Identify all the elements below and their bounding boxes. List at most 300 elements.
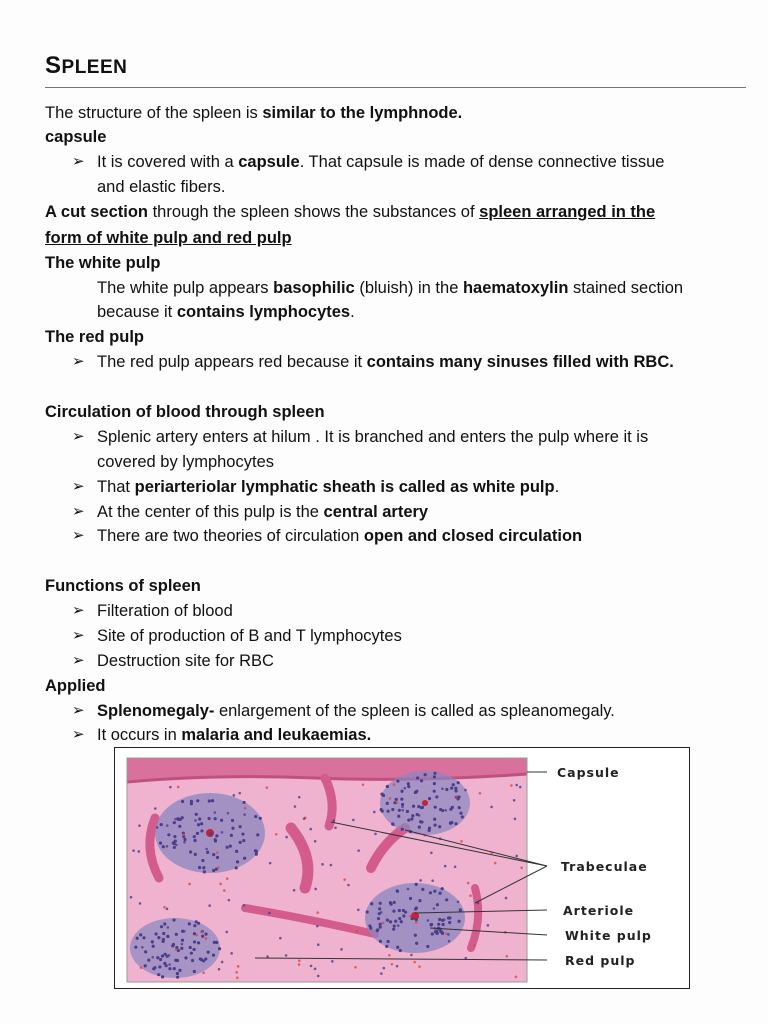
lymphocyte-nucleus	[438, 825, 441, 828]
lymphocyte-nucleus	[172, 918, 175, 921]
stroma-cell	[347, 884, 350, 887]
lymphocyte-nucleus	[433, 790, 436, 793]
lymphocyte-nucleus	[173, 846, 176, 849]
stroma-cell	[316, 911, 319, 914]
stroma-cell	[169, 786, 172, 789]
lymphocyte-nucleus	[415, 790, 418, 793]
stroma-cell	[487, 924, 490, 927]
lymphocyte-nucleus	[386, 918, 389, 921]
lymphocyte-nucleus	[180, 947, 183, 950]
stroma-cell	[279, 937, 282, 940]
lymphocyte-nucleus	[410, 917, 413, 920]
lymphocyte-nucleus	[181, 800, 184, 803]
lymphocyte-nucleus	[400, 798, 403, 801]
lymphocyte-nucleus	[200, 829, 203, 832]
stroma-cell	[388, 954, 391, 957]
stroma-cell	[194, 819, 197, 822]
stroma-cell	[396, 965, 399, 968]
lymphocyte-nucleus	[176, 976, 179, 979]
lymphocyte-nucleus	[242, 839, 245, 842]
lymphocyte-nucleus	[175, 933, 178, 936]
lymphocyte-nucleus	[147, 958, 150, 961]
lymphocyte-nucleus	[454, 822, 457, 825]
lymphocyte-nucleus	[193, 948, 196, 951]
lymphocyte-nucleus	[215, 834, 218, 837]
lymphocyte-nucleus	[441, 809, 444, 812]
stroma-cell	[216, 851, 219, 854]
stroma-cell	[167, 935, 170, 938]
lymphocyte-nucleus	[174, 839, 177, 842]
stroma-cell	[175, 844, 178, 847]
lymphocyte-nucleus	[193, 839, 196, 842]
lymphocyte-nucleus	[196, 799, 199, 802]
lymphocyte-nucleus	[152, 945, 155, 948]
bullet-arrow-icon: ➢	[72, 478, 85, 495]
stroma-cell	[392, 823, 395, 826]
lymphocyte-nucleus	[400, 790, 403, 793]
lymphocyte-nucleus	[163, 922, 166, 925]
stroma-cell	[317, 975, 320, 978]
lymphocyte-nucleus	[379, 940, 382, 943]
lymphocyte-nucleus	[212, 853, 215, 856]
stroma-cell	[227, 812, 230, 815]
lymphocyte-nucleus	[417, 805, 420, 808]
stroma-cell	[396, 889, 399, 892]
bullet-arrow-icon: ➢	[72, 153, 85, 170]
lymphocyte-nucleus	[144, 950, 147, 953]
stroma-cell	[520, 866, 523, 869]
stroma-cell	[309, 828, 312, 831]
lymphocyte-nucleus	[212, 954, 215, 957]
stroma-cell	[221, 831, 224, 834]
bullet-arrow-icon: ➢	[72, 652, 85, 669]
lymphocyte-nucleus	[157, 936, 160, 939]
stroma-cell	[469, 894, 472, 897]
stroma-cell	[373, 811, 376, 814]
stroma-cell	[221, 961, 224, 964]
stroma-cell	[285, 954, 288, 957]
lymphocyte-nucleus	[376, 929, 379, 932]
stroma-cell	[334, 827, 337, 830]
lymphocyte-nucleus	[191, 959, 194, 962]
functions-item-1: Filteration of blood	[97, 602, 233, 620]
lymphocyte-nucleus	[379, 925, 382, 928]
lymphocyte-nucleus	[404, 911, 407, 914]
lymphocyte-nucleus	[407, 819, 410, 822]
lymphocyte-nucleus	[396, 946, 399, 949]
stroma-cell	[298, 959, 301, 962]
lymphocyte-nucleus	[190, 952, 193, 955]
bullet-arrow-icon: ➢	[72, 702, 85, 719]
stroma-cell	[132, 849, 135, 852]
stroma-cell	[455, 796, 458, 799]
stroma-cell	[294, 805, 297, 808]
lymphocyte-nucleus	[225, 846, 228, 849]
stroma-cell	[317, 943, 320, 946]
lymphocyte-nucleus	[189, 850, 192, 853]
lymphocyte-nucleus	[139, 933, 142, 936]
lymphocyte-nucleus	[368, 924, 371, 927]
lymphocyte-nucleus	[196, 832, 199, 835]
lymphocyte-nucleus	[184, 956, 187, 959]
stroma-cell	[448, 940, 451, 943]
lymphocyte-nucleus	[151, 940, 154, 943]
stroma-cell	[166, 908, 169, 911]
stroma-cell	[156, 826, 159, 829]
lymphocyte-nucleus	[159, 842, 162, 845]
circulation-bullet-4: There are two theories of circulation open and closed circulation	[97, 527, 583, 545]
lymphocyte-nucleus	[435, 929, 438, 932]
stroma-cell	[401, 809, 404, 812]
stroma-cell	[418, 814, 421, 817]
lymphocyte-nucleus	[433, 782, 436, 785]
stroma-cell	[141, 946, 144, 949]
lymphocyte-nucleus	[161, 954, 164, 957]
stroma-cell	[415, 921, 418, 924]
lymphocyte-nucleus	[206, 851, 209, 854]
lymphocyte-nucleus	[211, 799, 214, 802]
stroma-cell	[183, 930, 186, 933]
lymphocyte-nucleus	[415, 918, 418, 921]
lymphocyte-nucleus	[370, 902, 373, 905]
lymphocyte-nucleus	[397, 815, 400, 818]
white-pulp-heading: The white pulp	[45, 254, 161, 272]
stroma-cell	[357, 849, 360, 852]
lymphocyte-nucleus	[441, 887, 444, 890]
lymphocyte-nucleus	[428, 827, 431, 830]
lymphocyte-nucleus	[387, 940, 390, 943]
stroma-cell	[419, 879, 422, 882]
lymphocyte-nucleus	[188, 922, 191, 925]
lymphocyte-nucleus	[197, 823, 200, 826]
lymphocyte-nucleus	[386, 802, 389, 805]
stroma-cell	[303, 817, 306, 820]
lymphocyte-nucleus	[447, 916, 450, 919]
stroma-cell	[285, 836, 288, 839]
stroma-cell	[166, 824, 169, 827]
stroma-cell	[168, 954, 171, 957]
stroma-cell	[138, 824, 141, 827]
lymphocyte-nucleus	[230, 834, 233, 837]
lymphocyte-nucleus	[160, 925, 163, 928]
lymphocyte-nucleus	[442, 923, 445, 926]
lymphocyte-nucleus	[193, 835, 196, 838]
stroma-cell	[382, 922, 385, 925]
lymphocyte-nucleus	[156, 956, 159, 959]
lymphocyte-nucleus	[389, 901, 392, 904]
stroma-cell	[130, 896, 133, 899]
circulation-heading: Circulation of blood through spleen	[45, 403, 325, 421]
lymphocyte-nucleus	[377, 917, 380, 920]
circulation-bullet-3: At the center of this pulp is the central artery	[97, 503, 429, 521]
lymphocyte-nucleus	[415, 942, 418, 945]
stroma-cell	[166, 845, 169, 848]
stroma-cell	[515, 784, 518, 787]
lymphocyte-nucleus	[203, 870, 206, 873]
stroma-cell	[519, 786, 522, 789]
lymphocyte-nucleus	[159, 958, 162, 961]
label-capsule: Capsule	[557, 765, 620, 780]
stroma-cell	[151, 956, 154, 959]
lymphocyte-nucleus	[426, 945, 429, 948]
stroma-cell	[391, 963, 394, 966]
stroma-cell	[506, 955, 509, 958]
stroma-cell	[266, 786, 269, 789]
stroma-cell	[188, 883, 191, 886]
lymphocyte-nucleus	[438, 918, 441, 921]
lymphocyte-nucleus	[407, 785, 410, 788]
lymphocyte-nucleus	[379, 902, 382, 905]
lymphocyte-nucleus	[398, 809, 401, 812]
stroma-cell	[340, 948, 343, 951]
lymphocyte-nucleus	[198, 817, 201, 820]
lymphocyte-nucleus	[202, 866, 205, 869]
lymphocyte-nucleus	[410, 817, 413, 820]
lymphocyte-nucleus	[431, 932, 434, 935]
lymphocyte-nucleus	[449, 821, 452, 824]
lymphocyte-nucleus	[173, 835, 176, 838]
lymphocyte-nucleus	[162, 845, 165, 848]
lymphocyte-nucleus	[380, 793, 383, 796]
stroma-cell	[163, 906, 166, 909]
lymphocyte-nucleus	[214, 817, 217, 820]
stroma-cell	[314, 840, 317, 843]
white-pulp-line-1: The white pulp appears basophilic (bluish) in the haematoxylin stained section	[97, 279, 684, 297]
lymphocyte-nucleus	[239, 825, 242, 828]
stroma-cell	[401, 806, 404, 809]
lymphocyte-nucleus	[433, 775, 436, 778]
lymphocyte-nucleus	[418, 826, 421, 829]
lymphocyte-nucleus	[167, 833, 170, 836]
bullet-arrow-icon: ➢	[72, 353, 85, 370]
lymphocyte-nucleus	[197, 941, 200, 944]
stroma-cell	[214, 811, 217, 814]
stroma-cell	[510, 784, 513, 787]
lymphocyte-nucleus	[421, 888, 424, 891]
spleen-histology-figure	[114, 747, 690, 989]
lymphocyte-nucleus	[440, 931, 443, 934]
white-pulp-line-2: because it contains lymphocytes.	[97, 303, 355, 321]
lymphocyte-nucleus	[152, 967, 155, 970]
stroma-cell	[441, 788, 444, 791]
lymphocyte-nucleus	[430, 923, 433, 926]
stroma-cell	[418, 965, 421, 968]
lymphocyte-nucleus	[445, 788, 448, 791]
functions-item-3: Destruction site for RBC	[97, 652, 274, 670]
stroma-cell	[175, 948, 178, 951]
lymphocyte-nucleus	[394, 920, 397, 923]
stroma-cell	[167, 926, 170, 929]
stroma-cell	[357, 908, 360, 911]
lymphocyte-nucleus	[215, 941, 218, 944]
stroma-cell	[219, 883, 222, 886]
stroma-cell	[330, 864, 333, 867]
lymphocyte-nucleus	[409, 897, 412, 900]
lymphocyte-nucleus	[208, 799, 211, 802]
lymphocyte-nucleus	[173, 967, 176, 970]
lymphocyte-nucleus	[198, 866, 201, 869]
lymphocyte-nucleus	[259, 817, 262, 820]
stroma-cell	[244, 807, 247, 810]
lymphocyte-nucleus	[144, 964, 147, 967]
stroma-cell	[433, 907, 436, 910]
stroma-cell	[460, 840, 463, 843]
stroma-cell	[444, 865, 447, 868]
lymphocyte-nucleus	[183, 838, 186, 841]
bullet-arrow-icon: ➢	[72, 627, 85, 644]
stroma-cell	[139, 902, 142, 905]
stroma-cell	[374, 833, 377, 836]
stroma-cell	[431, 879, 434, 882]
stroma-cell	[444, 809, 447, 812]
stroma-cell	[316, 925, 319, 928]
bullet-arrow-icon: ➢	[72, 602, 85, 619]
stroma-cell	[314, 888, 317, 891]
stroma-cell	[177, 786, 180, 789]
stroma-cell	[514, 818, 517, 821]
lymphocyte-nucleus	[457, 920, 460, 923]
lymphocyte-nucleus	[401, 828, 404, 831]
stroma-cell	[513, 799, 516, 802]
lymphocyte-nucleus	[419, 820, 422, 823]
lymphocyte-nucleus	[173, 821, 176, 824]
lymphocyte-nucleus	[178, 969, 181, 972]
lymphocyte-nucleus	[415, 883, 418, 886]
lymphocyte-nucleus	[154, 932, 157, 935]
stroma-cell	[195, 934, 198, 937]
lymphocyte-nucleus	[134, 946, 137, 949]
stroma-cell	[515, 975, 518, 978]
lymphocyte-nucleus	[387, 810, 390, 813]
lymphocyte-nucleus	[439, 892, 442, 895]
stroma-cell	[490, 806, 493, 809]
label-arteriole: Arteriole	[563, 903, 635, 918]
stroma-cell	[238, 792, 241, 795]
lymphocyte-nucleus	[218, 947, 221, 950]
lymphocyte-nucleus	[231, 819, 234, 822]
stroma-cell	[413, 961, 416, 964]
stroma-cell	[473, 944, 476, 947]
stroma-cell	[427, 919, 430, 922]
lymphocyte-nucleus	[398, 909, 401, 912]
lymphocyte-nucleus	[162, 932, 165, 935]
stroma-cell	[140, 966, 143, 969]
lymphocyte-nucleus	[229, 845, 232, 848]
lymphocyte-nucleus	[193, 924, 196, 927]
stroma-cell	[443, 918, 446, 921]
lymphocyte-nucleus	[176, 972, 179, 975]
lymphocyte-nucleus	[424, 773, 427, 776]
circulation-bullet-1-line-1: Splenic artery enters at hilum . It is branched and enters the pulp where it is	[97, 428, 649, 446]
stroma-cell	[298, 796, 301, 799]
stroma-cell	[154, 807, 157, 810]
lymphocyte-nucleus	[433, 824, 436, 827]
lymphocyte-nucleus	[235, 866, 238, 869]
lymphocyte-nucleus	[142, 936, 145, 939]
stroma-cell	[243, 813, 246, 816]
lymphocyte-nucleus	[189, 946, 192, 949]
capsule-heading: capsule	[45, 128, 107, 146]
lymphocyte-nucleus	[235, 850, 238, 853]
stroma-cell	[266, 955, 269, 958]
lymphocyte-nucleus	[454, 789, 457, 792]
lymphocyte-nucleus	[393, 901, 396, 904]
lymphocyte-nucleus	[433, 818, 436, 821]
lymphocyte-nucleus	[411, 814, 414, 817]
lymphocyte-nucleus	[193, 970, 196, 973]
stroma-cell	[454, 865, 457, 868]
lymphocyte-nucleus	[181, 816, 184, 819]
stroma-cell	[383, 967, 386, 970]
lymphocyte-nucleus	[458, 806, 461, 809]
lymphocyte-nucleus	[214, 838, 217, 841]
lymphocyte-nucleus	[392, 910, 395, 913]
lymphocyte-nucleus	[160, 823, 163, 826]
stroma-cell	[352, 819, 355, 822]
lymphocyte-nucleus	[243, 857, 246, 860]
stroma-cell	[403, 787, 406, 790]
stroma-cell	[467, 882, 470, 885]
applied-bullet-2: It occurs in malaria and leukaemias.	[97, 726, 372, 744]
stroma-cell	[457, 900, 460, 903]
stroma-cell	[202, 972, 205, 975]
lymphocyte-nucleus	[197, 922, 200, 925]
stroma-cell	[168, 963, 171, 966]
bullet-arrow-icon: ➢	[72, 428, 85, 445]
stroma-cell	[205, 848, 208, 851]
stroma-cell	[362, 783, 365, 786]
lymphocyte-nucleus	[451, 806, 454, 809]
lymphocyte-nucleus	[398, 917, 401, 920]
lymphocyte-nucleus	[200, 822, 203, 825]
lymphocyte-nucleus	[459, 908, 462, 911]
red-pulp-line-1: The red pulp appears red because it contains many sinuses filled with RBC.	[97, 353, 674, 371]
stroma-cell	[183, 841, 186, 844]
lymphocyte-nucleus	[434, 806, 437, 809]
lymphocyte-nucleus	[436, 903, 439, 906]
lymphocyte-nucleus	[195, 813, 198, 816]
lymphocyte-nucleus	[193, 940, 196, 943]
lymphocyte-nucleus	[366, 910, 369, 913]
lymphocyte-nucleus	[459, 812, 462, 815]
stroma-cell	[236, 976, 239, 979]
lymphocyte-nucleus	[161, 975, 164, 978]
stroma-cell	[298, 963, 301, 966]
label-white-pulp: White pulp	[565, 928, 652, 943]
lymphocyte-nucleus	[242, 801, 245, 804]
lymphocyte-nucleus	[168, 967, 171, 970]
stroma-cell	[479, 792, 482, 795]
lymphocyte-nucleus	[241, 832, 244, 835]
bullet-arrow-icon: ➢	[72, 527, 85, 544]
lymphocyte-nucleus	[379, 923, 382, 926]
intro-line: The structure of the spleen is similar to the lymphnode.	[45, 104, 463, 122]
stroma-cell	[223, 889, 226, 892]
stroma-cell	[181, 943, 184, 946]
lymphocyte-nucleus	[420, 779, 423, 782]
stroma-cell	[217, 866, 220, 869]
lymphocyte-nucleus	[201, 859, 204, 862]
functions-heading: Functions of spleen	[45, 577, 201, 595]
stroma-cell	[464, 789, 467, 792]
lymphocyte-nucleus	[204, 933, 207, 936]
lymphocyte-nucleus	[389, 920, 392, 923]
lymphocyte-nucleus	[162, 938, 165, 941]
lymphocyte-nucleus	[418, 899, 421, 902]
lymphocyte-nucleus	[452, 783, 455, 786]
lymphocyte-nucleus	[396, 780, 399, 783]
stroma-cell	[393, 783, 396, 786]
